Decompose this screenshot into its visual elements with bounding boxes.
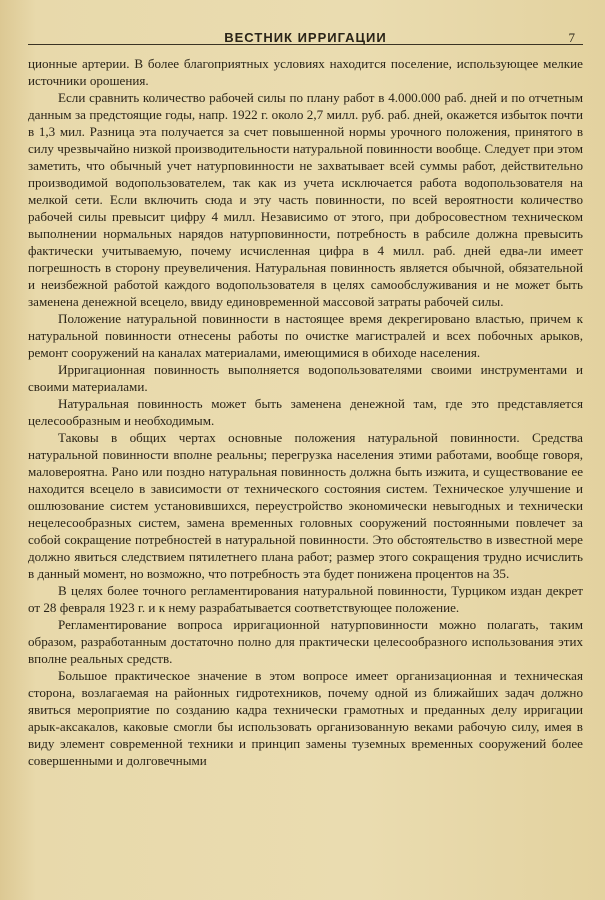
paragraph-regulation: Регламентирование вопроса ирригационной натурповинности можно полагать, таким образом, разработанным достаточно полно для практически целесообразного использования этих вполне реальных средств. bbox=[28, 617, 583, 666]
paragraph-main-provisions: Таковы в общих чертах основные положения натуральной повинности. Средства натуральной повинности вполне реальны; перегрузка населения этими работами, вообще говоря, маловероятна. Рано или поздно натуральная повинность должна быть изжита, и существование ее находится всецело в зависимости от технического состояния систем. Техническое улучшение и ошлюзование систем установившихся, переустройство экономически невыгодных и технически нецелесообразных систем, замена временных головных сооружений постоянными повлечет за собой сокращение потребностей в натуральной повинности. Это обстоятельство в известной мере должно явиться следствием пятилетнего плана работ; размер этого сокращения трудно исчислить в данный момент, но возможно, что потребность эта будет понижена процентов на 35. bbox=[28, 430, 583, 581]
running-header bbox=[28, 0, 583, 45]
paragraph-labor-comparison: Если сравнить количество рабочей силы по плану работ в 4.000.000 раб. дней и по отчетным данным за предстоящие годы, напр. 1922 г. около 2,7 милл. руб. раб. дней, окажется избыток почти в 1,3 мил. Разница эта получается за счет повышенной нормы урочного положения, принятого в силу чрезвычайно низкой производительности натуральной повинности вообще. Следует при этом заметить, что обычный учет натурповинности не захватывает всей суммы работ, действительно производимой водопользователем, так как из учета исключается работа водопользователя на мелкой сети. Если включить сюда и эту часть повинности, по всей вероятности количество рабочей силы превысит цифру 4 милл. Независимо от этого, при добросовестном техническом выполнении нормальных нарядов натурповинности, потребность в рабсиле должна превысить фактически учитываемую, почему исчисленная цифра в 4 милл. раб. дней едва-ли имеет погрешность в сторону преувеличения. Натуральная повинность является обычной, обязательной и неизбежной работой каждого водопользователя в целях самообслуживания и не может быть заменена денежной всецело, ввиду единовременной массовой затраты рабочей силы. bbox=[28, 90, 583, 309]
paragraph-continued: ционные артерии. В более благоприятных условиях находится поселение, использующее мелкие источники орошения. bbox=[28, 56, 583, 88]
paragraph-tools-materials: Ирригационная повинность выполняется водопользователями своими инструментами и своими материалами. bbox=[28, 362, 583, 394]
paragraph-organizational: Большое практическое значение в этом вопросе имеет организационная и техническая сторона, возлагаемая на районных гидротехников, почему одной из ближайших задач должно явиться мероприятие по созданию кадра технически грамотных и преданных делу ирригации арык-аксакалов, каковые смогли бы использовать организованную веками рабочую силу, имея в виду элемент современной техники и принцип замены туземных временных сооружений более совершенными и долговечными bbox=[28, 668, 583, 768]
paragraph-duty-decree: Положение натуральной повинности в настоящее время декрегировано властью, причем к натуральной повинности отнесены работы по очистке магистралей и всех побочных арыков, ремонт сооружений на каналах материалами, имеющимися в обиходе населения. bbox=[28, 311, 583, 360]
paragraph-turcik-decree: В целях более точного регламентирования натуральной повинности, Турциком издан декрет от 28 февраля 1923 г. и к нему разрабатывается соответствующее положение. bbox=[28, 583, 583, 615]
journal-title: ВЕСТНИК ИРРИГАЦИИ bbox=[224, 30, 387, 45]
paragraph-monetary-substitution: Натуральная повинность может быть заменена денежной там, где это представляется целесообразным и необходимым. bbox=[28, 396, 583, 428]
article-body bbox=[28, 45, 583, 769]
page-number: 7 bbox=[568, 30, 575, 45]
